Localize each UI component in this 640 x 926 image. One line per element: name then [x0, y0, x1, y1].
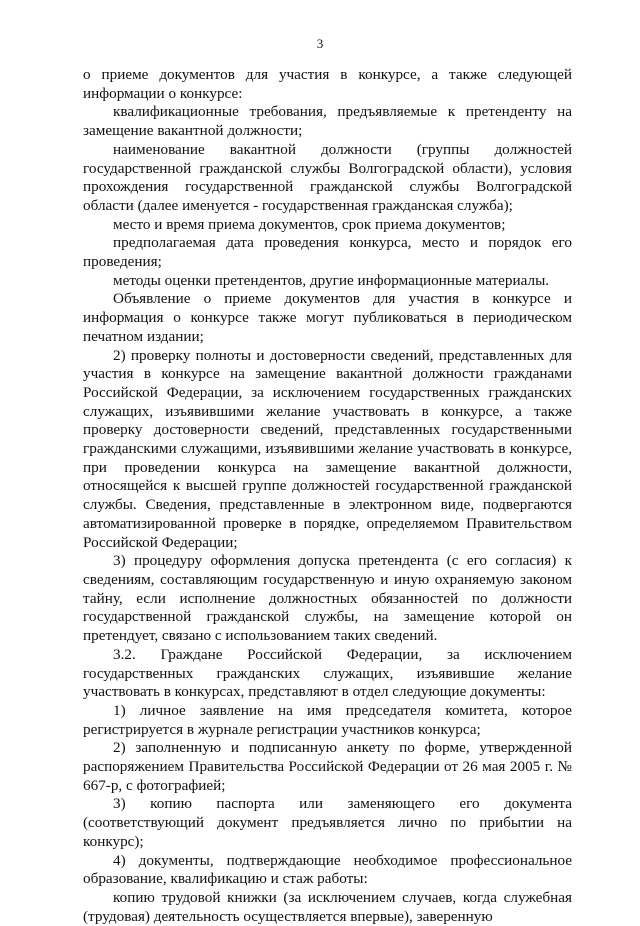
paragraph-doc-4-education: 4) документы, подтверждающие необходимое профессиональное образование, квалификацию и стаж работы:: [83, 851, 572, 888]
paragraph-item-3-clearance: 3) процедуру оформления допуска претендента (с его согласия) к сведениям, составляющим государственную и иную охраняемую законом тайну, если исполнение должностных обязанностей по должности государственной гражданской службы, на замещение которой он претендует, связано с использованием таких сведений.: [83, 552, 572, 645]
page-number: 3: [316, 36, 324, 51]
paragraph-doc-2-questionnaire: 2) заполненную и подписанную анкету по форме, утвержденной распоряжением Правительства Российской Федерации от 26 мая 2005 г. № 667-р, с фотографией;: [83, 739, 572, 794]
paragraph-expected-date: предполагаемая дата проведения конкурса, место и порядок его проведения;: [83, 234, 572, 271]
paragraph-doc-3-passport: 3) копию паспорта или заменяющего его документа (соответствующий документ предъявляется лично по прибытии на конкурс);: [83, 795, 572, 850]
paragraph-section-3-2: 3.2. Граждане Российской Федерации, за исключением государственных гражданских служащих, изъявившие желание участвовать в конкурсах, представляют в отдел следующие документы:: [83, 645, 572, 701]
paragraph-intro-continuation: о приеме документов для участия в конкурсе, а также следующей информации о конкурсе:: [83, 66, 572, 102]
paragraph-place-time: место и время приема документов, срок приема документов;: [113, 215, 506, 233]
document-body: [83, 66, 572, 926]
paragraph-evaluation-methods: методы оценки претендентов, другие информационные материалы.: [113, 271, 550, 289]
paragraph-employment-record: копию трудовой книжки (за исключением случаев, когда служебная (трудовая) деятельность осуществляется впервые), заверенную: [83, 888, 572, 925]
paragraph-item-2-verification: 2) проверку полноты и достоверности сведений, представленных для участия в конкурсе на замещение вакантной должности гражданами Российской Федерации, за исключением государственных гражданских служащих, изъявившими желание участвовать в конкурсе, а также проверку достоверности сведений, представленных государственными гражданскими служащими, изъявившими желание участвовать в конкурсе, при проведении конкурса на замещение вакантной должности, относящейся к высшей группе должностей государственной гражданской службы. Сведения, представленные в электронном виде, подвергаются автоматизированной проверке в порядке, определяемом Правительством Российской Федерации;: [83, 346, 572, 551]
paragraph-qualification-requirements: квалификационные требования, предъявляемые к претенденту на замещение вакантной должности;: [83, 103, 572, 140]
paragraph-position-name: наименование вакантной должности (группы должностей государственной гражданской службы Волгоградской области), условия прохождения государственной гражданской службы Волгоградской области (далее именуется - государственная гражданская служба);: [83, 140, 572, 214]
paragraph-doc-1-application: 1) личное заявление на имя председателя комитета, которое регистрируется в журнале регистрации участников конкурса;: [83, 701, 572, 738]
paragraph-announcement-publication: Объявление о приеме документов для участия в конкурсе и информация о конкурсе также могут публиковаться в периодическом печатном издании;: [83, 290, 572, 345]
